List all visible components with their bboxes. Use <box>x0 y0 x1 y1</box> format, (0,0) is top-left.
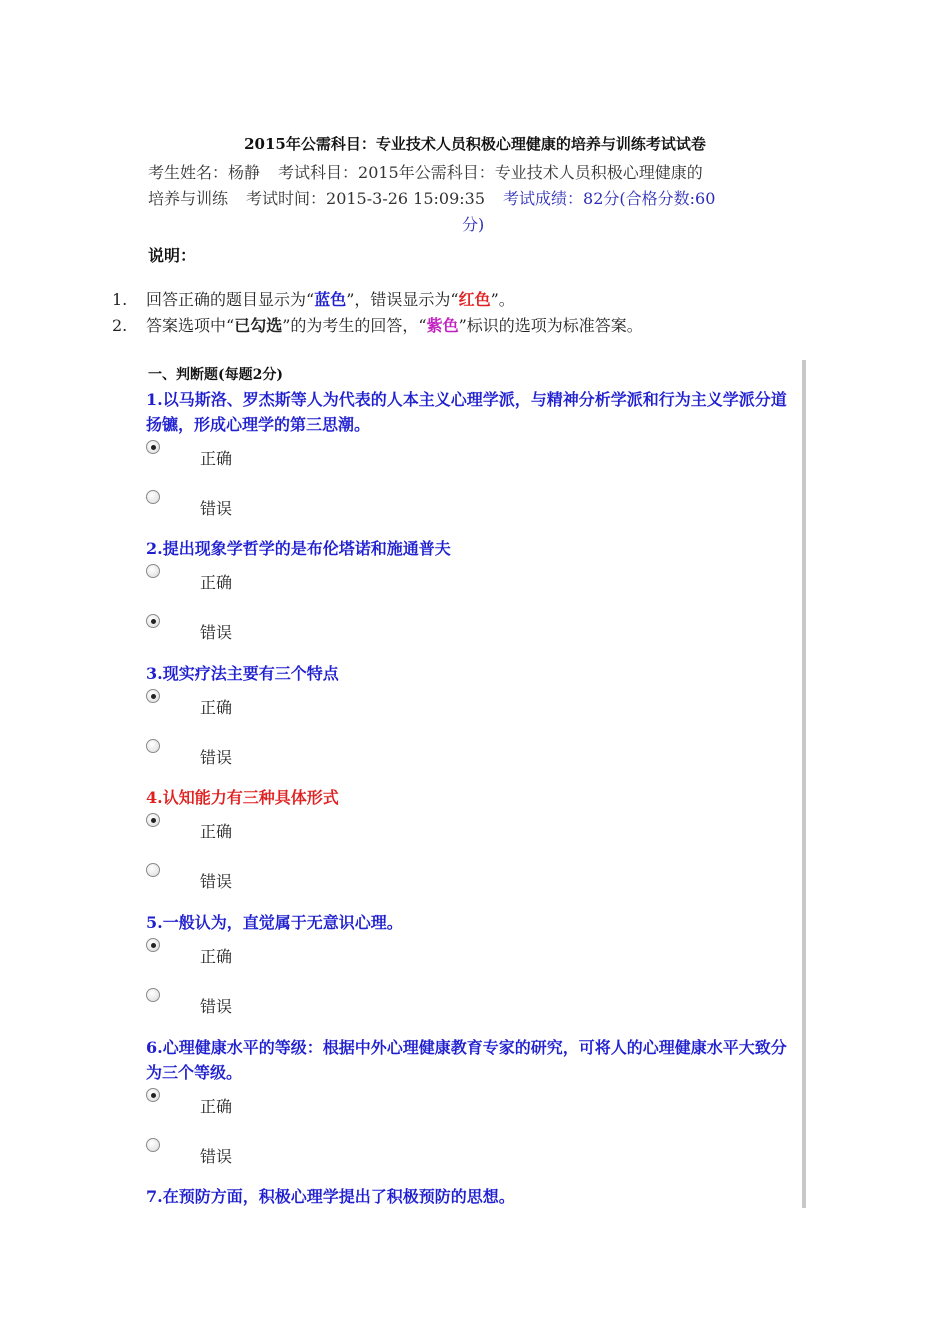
radio-button[interactable] <box>146 440 160 454</box>
radio-button[interactable] <box>146 938 160 952</box>
radio-button[interactable] <box>146 614 160 628</box>
note-item: 1. 回答正确的题目显示为“蓝色”，错误显示为“红色”。 <box>112 290 515 309</box>
exam-subject: 考试科目：2015年公需科目：专业技术人员积极心理健康的 <box>278 163 703 182</box>
candidate-name: 考生姓名：杨静 <box>148 163 261 182</box>
option-false[interactable]: 错误 <box>146 741 232 767</box>
option-true[interactable]: 正确 <box>146 1090 232 1116</box>
option-false[interactable]: 错误 <box>146 616 232 642</box>
note-item: 2. 答案选项中“已勾选”的为考生的回答，“紫色”标识的选项为标准答案。 <box>112 316 643 335</box>
question-text: 4.认知能力有三种具体形式 <box>146 788 339 807</box>
option-true[interactable]: 正确 <box>146 442 232 468</box>
option-true[interactable]: 正确 <box>146 566 232 592</box>
exam-score-cont: 分) <box>462 215 485 234</box>
exam-score: 考试成绩：82分(合格分数:60 <box>503 189 716 208</box>
radio-button[interactable] <box>146 813 160 827</box>
option-true[interactable]: 正确 <box>146 815 232 841</box>
question-text: 6.心理健康水平的等级：根据中外心理健康教育专家的研究，可将人的心理健康水平大致分为三个等级。 <box>146 1038 787 1082</box>
option-false[interactable]: 错误 <box>146 492 232 518</box>
option-false[interactable]: 错误 <box>146 990 232 1016</box>
question-text: 2.提出现象学哲学的是布伦塔诺和施通普夫 <box>146 539 451 558</box>
question-text: 5.一般认为，直觉属于无意识心理。 <box>146 913 403 932</box>
radio-button[interactable] <box>146 490 160 504</box>
exam-subject-cont: 培养与训练 <box>148 189 229 208</box>
question-text: 1.以马斯洛、罗杰斯等人为代表的人本主义心理学派，与精神分析学派和行为主义学派分道扬镳，形成心理学的第三思潮。 <box>146 390 787 434</box>
radio-button[interactable] <box>146 689 160 703</box>
question-text: 3.现实疗法主要有三个特点 <box>146 664 339 683</box>
option-false[interactable]: 错误 <box>146 865 232 891</box>
radio-button[interactable] <box>146 863 160 877</box>
radio-button[interactable] <box>146 739 160 753</box>
section-heading: 一、判断题(每题2分) <box>148 367 283 383</box>
option-true[interactable]: 正确 <box>146 940 232 966</box>
exam-time: 考试时间：2015-3-26 15:09:35 <box>246 189 486 208</box>
radio-button[interactable] <box>146 564 160 578</box>
radio-button[interactable] <box>146 1088 160 1102</box>
option-false[interactable]: 错误 <box>146 1140 232 1166</box>
exam-info <box>148 160 808 238</box>
notes-list <box>112 287 852 339</box>
question-text: 7.在预防方面，积极心理学提出了积极预防的思想。 <box>146 1187 515 1206</box>
radio-button[interactable] <box>146 1138 160 1152</box>
radio-button[interactable] <box>146 988 160 1002</box>
scrollbar[interactable] <box>802 360 806 1208</box>
option-true[interactable]: 正确 <box>146 691 232 717</box>
notes-label: 说明： <box>148 246 197 265</box>
page-title: 2015年公需科目：专业技术人员积极心理健康的培养与训练考试试卷 <box>244 135 706 153</box>
